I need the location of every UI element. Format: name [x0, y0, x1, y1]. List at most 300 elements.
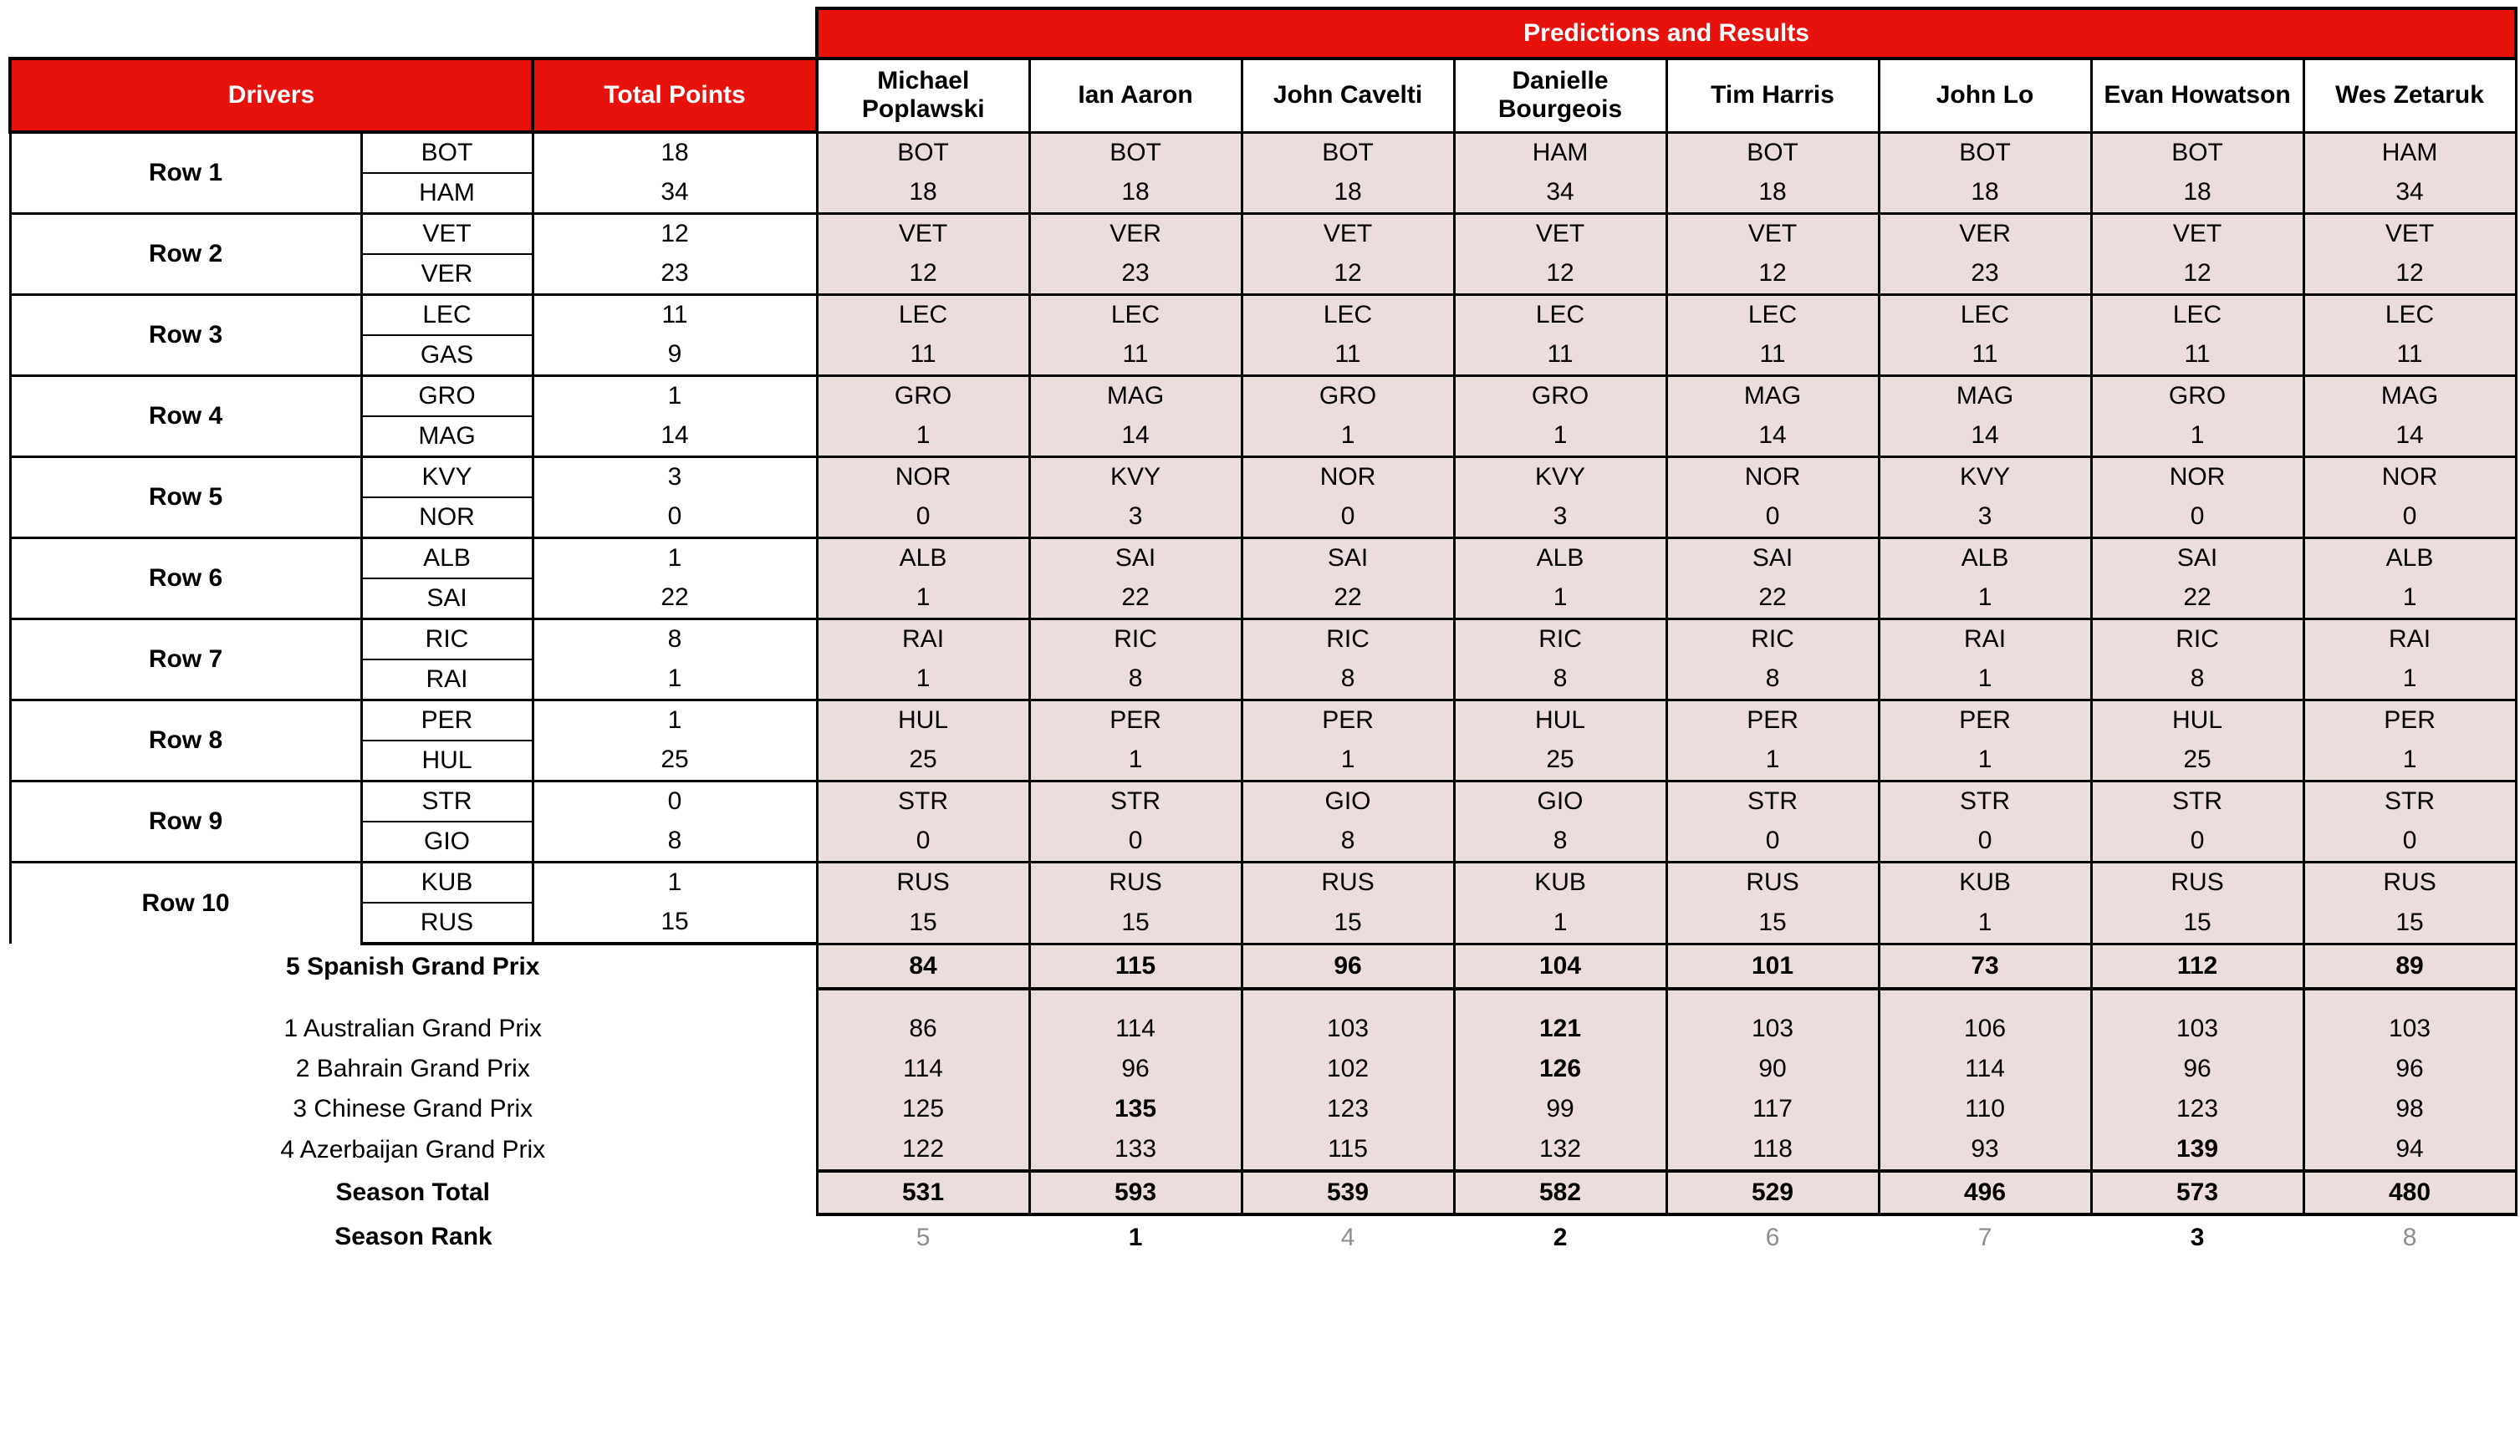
driver-code: VET [361, 214, 533, 255]
prediction-driver: LEC [1454, 295, 1666, 336]
prediction-driver: VER [1029, 214, 1242, 255]
driver-points: 25 [533, 741, 817, 781]
header-predictor-2: John Cavelti [1242, 59, 1454, 132]
prediction-driver: NOR [817, 457, 1029, 498]
prediction-points: 11 [1242, 335, 1454, 376]
prediction-points: 0 [2303, 822, 2516, 863]
row-label: Row 7 [10, 619, 361, 700]
current-race-score: 89 [2303, 944, 2516, 989]
past-race-row [10, 1089, 2516, 1129]
past-race-score: 96 [2091, 1049, 2303, 1089]
prediction-points: 14 [2303, 416, 2516, 457]
prediction-points: 8 [1454, 822, 1666, 863]
prediction-driver: PER [2303, 700, 2516, 741]
prediction-points: 22 [2091, 578, 2303, 619]
driver-code: NOR [361, 497, 533, 538]
past-race-score: 133 [1029, 1129, 1242, 1171]
past-race-score: 132 [1454, 1129, 1666, 1171]
season-total-score: 539 [1242, 1171, 1454, 1214]
driver-code: VER [361, 254, 533, 295]
prediction-points: 11 [1029, 335, 1242, 376]
current-race-score: 84 [817, 944, 1029, 989]
prediction-driver: GIO [1454, 781, 1666, 822]
current-race-score: 115 [1029, 944, 1242, 989]
table-row [10, 214, 2516, 255]
header-row [10, 59, 2516, 132]
prediction-driver: BOT [817, 132, 1029, 173]
season-total-score: 496 [1879, 1171, 2091, 1214]
prediction-driver: SAI [1666, 538, 1879, 579]
prediction-driver: MAG [1879, 376, 2091, 417]
prediction-points: 1 [1454, 903, 1666, 944]
prediction-driver: LEC [1029, 295, 1242, 336]
prediction-points: 1 [817, 578, 1029, 619]
driver-code: HUL [361, 741, 533, 781]
past-race-label: 3 Chinese Grand Prix [293, 1094, 533, 1123]
table-row [10, 781, 2516, 822]
prediction-points: 15 [2091, 903, 2303, 944]
past-race-label: 1 Australian Grand Prix [283, 1014, 542, 1042]
prediction-driver: NOR [1242, 457, 1454, 498]
table-row [10, 173, 2516, 214]
row-label: Row 4 [10, 376, 361, 457]
prediction-points: 8 [1454, 659, 1666, 700]
prediction-points: 22 [1029, 578, 1242, 619]
driver-points: 11 [533, 295, 817, 336]
prediction-points: 3 [1029, 497, 1242, 538]
prediction-points: 1 [1666, 741, 1879, 781]
prediction-points: 0 [1029, 822, 1242, 863]
prediction-points: 18 [1029, 173, 1242, 214]
prediction-driver: LEC [2091, 295, 2303, 336]
prediction-driver: LEC [1879, 295, 2091, 336]
table-row [10, 700, 2516, 741]
header-predictor-6: Evan Howatson [2091, 59, 2303, 132]
prediction-driver: RIC [2091, 619, 2303, 660]
prediction-points: 0 [2091, 497, 2303, 538]
prediction-driver: VET [817, 214, 1029, 255]
prediction-driver: MAG [1029, 376, 1242, 417]
season-rank-value: 7 [1977, 1223, 1992, 1251]
prediction-points: 23 [1879, 254, 2091, 295]
prediction-points: 1 [1242, 741, 1454, 781]
driver-code: GRO [361, 376, 533, 417]
banner-title: Predictions and Results [817, 8, 2516, 59]
prediction-driver: HUL [817, 700, 1029, 741]
past-race-score: 126 [1454, 1049, 1666, 1089]
prediction-driver: HUL [2091, 700, 2303, 741]
prediction-points: 1 [2303, 741, 2516, 781]
prediction-points: 8 [2091, 659, 2303, 700]
driver-points: 9 [533, 335, 817, 376]
prediction-points: 11 [2091, 335, 2303, 376]
prediction-driver: VET [1242, 214, 1454, 255]
current-race-score: 104 [1454, 944, 1666, 989]
table-row [10, 254, 2516, 295]
gap-cell [2303, 989, 2516, 1009]
driver-code: MAG [361, 416, 533, 457]
prediction-points: 1 [2303, 578, 2516, 619]
past-race-score: 125 [817, 1089, 1029, 1129]
driver-points: 8 [533, 822, 817, 863]
prediction-driver: HUL [1454, 700, 1666, 741]
past-race-score: 103 [1242, 1009, 1454, 1049]
prediction-points: 25 [2091, 741, 2303, 781]
past-race-score: 103 [2303, 1009, 2516, 1049]
past-race-score: 110 [1879, 1089, 2091, 1129]
driver-code: ALB [361, 538, 533, 579]
prediction-points: 1 [2091, 416, 2303, 457]
prediction-driver: STR [1666, 781, 1879, 822]
prediction-driver: RIC [1242, 619, 1454, 660]
prediction-points: 18 [1242, 173, 1454, 214]
row-label: Row 3 [10, 295, 361, 376]
prediction-driver: BOT [1666, 132, 1879, 173]
header-drivers: Drivers [10, 59, 533, 132]
header-predictor-3: Danielle Bourgeois [1454, 59, 1666, 132]
season-total-score: 531 [817, 1171, 1029, 1214]
gap-row [10, 989, 2516, 1009]
past-race-score: 102 [1242, 1049, 1454, 1089]
current-race-label: 5 Spanish Grand Prix [286, 952, 540, 980]
prediction-driver: NOR [2091, 457, 2303, 498]
past-race-score: 135 [1029, 1089, 1242, 1129]
driver-points: 23 [533, 254, 817, 295]
prediction-points: 8 [1242, 822, 1454, 863]
driver-code: RAI [361, 659, 533, 700]
prediction-points: 1 [817, 659, 1029, 700]
prediction-points: 25 [817, 741, 1029, 781]
season-total-score: 480 [2303, 1171, 2516, 1214]
prediction-driver: RAI [1879, 619, 2091, 660]
driver-code: HAM [361, 173, 533, 214]
prediction-driver: RUS [817, 863, 1029, 904]
prediction-points: 12 [1242, 254, 1454, 295]
prediction-points: 1 [1242, 416, 1454, 457]
past-race-score: 93 [1879, 1129, 2091, 1171]
prediction-driver: KVY [1029, 457, 1242, 498]
driver-points: 1 [533, 863, 817, 904]
prediction-driver: MAG [2303, 376, 2516, 417]
table-row [10, 376, 2516, 417]
row-label: Row 2 [10, 214, 361, 295]
header-predictor-7: Wes Zetaruk [2303, 59, 2516, 132]
past-race-score: 114 [1879, 1049, 2091, 1089]
table-row [10, 822, 2516, 863]
prediction-points: 1 [1879, 903, 2091, 944]
past-race-score: 94 [2303, 1129, 2516, 1171]
prediction-points: 15 [817, 903, 1029, 944]
past-race-label: 2 Bahrain Grand Prix [295, 1054, 530, 1082]
prediction-driver: LEC [817, 295, 1029, 336]
current-race-score: 112 [2091, 944, 2303, 989]
prediction-points: 3 [1879, 497, 2091, 538]
prediction-driver: STR [817, 781, 1029, 822]
prediction-driver: STR [2303, 781, 2516, 822]
prediction-driver: HAM [1454, 132, 1666, 173]
table-row [10, 538, 2516, 579]
driver-points: 34 [533, 173, 817, 214]
driver-code: BOT [361, 132, 533, 173]
prediction-driver: RUS [1242, 863, 1454, 904]
prediction-driver: GRO [1242, 376, 1454, 417]
past-race-score: 106 [1879, 1009, 2091, 1049]
past-race-row [10, 1129, 2516, 1171]
prediction-points: 22 [1666, 578, 1879, 619]
prediction-driver: GRO [2091, 376, 2303, 417]
driver-points: 1 [533, 376, 817, 417]
past-race-score: 96 [1029, 1049, 1242, 1089]
prediction-points: 34 [1454, 173, 1666, 214]
prediction-driver: RUS [1666, 863, 1879, 904]
row-label: Row 1 [10, 132, 361, 214]
prediction-points: 18 [817, 173, 1029, 214]
driver-code: SAI [361, 578, 533, 619]
season-rank-row [10, 1214, 2516, 1260]
prediction-driver: KUB [1879, 863, 2091, 904]
prediction-driver: ALB [2303, 538, 2516, 579]
header-total-points: Total Points [533, 59, 817, 132]
season-total-score: 582 [1454, 1171, 1666, 1214]
prediction-driver: BOT [1029, 132, 1242, 173]
driver-points: 3 [533, 457, 817, 498]
prediction-points: 0 [1242, 497, 1454, 538]
row-label: Row 6 [10, 538, 361, 619]
prediction-points: 15 [1029, 903, 1242, 944]
driver-points: 0 [533, 781, 817, 822]
prediction-driver: NOR [1666, 457, 1879, 498]
prediction-driver: RIC [1666, 619, 1879, 660]
prediction-points: 1 [1879, 659, 2091, 700]
prediction-driver: LEC [1242, 295, 1454, 336]
past-race-score: 122 [817, 1129, 1029, 1171]
season-total-score: 573 [2091, 1171, 2303, 1214]
prediction-driver: VET [2091, 214, 2303, 255]
gap-cell [1242, 989, 1454, 1009]
table-row [10, 741, 2516, 781]
driver-points: 1 [533, 700, 817, 741]
prediction-driver: GRO [1454, 376, 1666, 417]
prediction-driver: ALB [1879, 538, 2091, 579]
prediction-driver: PER [1666, 700, 1879, 741]
season-total-label: Season Total [335, 1178, 490, 1206]
prediction-driver: GRO [817, 376, 1029, 417]
past-race-score: 121 [1454, 1009, 1666, 1049]
prediction-driver: VER [1879, 214, 2091, 255]
row-label: Row 8 [10, 700, 361, 781]
prediction-driver: VET [1666, 214, 1879, 255]
season-total-row [10, 1171, 2516, 1214]
past-race-score: 86 [817, 1009, 1029, 1049]
prediction-points: 11 [1454, 335, 1666, 376]
driver-code: LEC [361, 295, 533, 336]
past-race-score: 115 [1242, 1129, 1454, 1171]
prediction-points: 1 [1879, 578, 2091, 619]
prediction-points: 0 [2091, 822, 2303, 863]
driver-points: 14 [533, 416, 817, 457]
prediction-points: 3 [1454, 497, 1666, 538]
prediction-points: 0 [817, 822, 1029, 863]
prediction-points: 1 [817, 416, 1029, 457]
past-race-score: 90 [1666, 1049, 1879, 1089]
table-row [10, 863, 2516, 904]
current-race-score: 73 [1879, 944, 2091, 989]
prediction-points: 18 [1666, 173, 1879, 214]
season-rank-value: 2 [1553, 1223, 1568, 1251]
prediction-points: 0 [2303, 497, 2516, 538]
current-race-row [10, 944, 2516, 989]
row-label: Row 5 [10, 457, 361, 538]
prediction-driver: SAI [2091, 538, 2303, 579]
table-row [10, 903, 2516, 944]
prediction-driver: STR [1029, 781, 1242, 822]
row-label: Row 10 [10, 863, 361, 944]
prediction-points: 12 [1666, 254, 1879, 295]
prediction-points: 11 [1666, 335, 1879, 376]
banner-spacer [10, 8, 817, 59]
banner-row [10, 8, 2516, 59]
prediction-driver: ALB [817, 538, 1029, 579]
past-race-score: 123 [1242, 1089, 1454, 1129]
season-rank-value: 8 [2402, 1223, 2417, 1251]
gap-cell [2091, 989, 2303, 1009]
driver-code: KVY [361, 457, 533, 498]
table-row [10, 619, 2516, 660]
header-predictor-1: Ian Aaron [1029, 59, 1242, 132]
prediction-points: 12 [2091, 254, 2303, 295]
prediction-driver: NOR [2303, 457, 2516, 498]
table-row [10, 497, 2516, 538]
prediction-points: 1 [1029, 741, 1242, 781]
header-predictor-4: Tim Harris [1666, 59, 1879, 132]
driver-code: RUS [361, 903, 533, 944]
prediction-driver: LEC [2303, 295, 2516, 336]
prediction-points: 15 [1666, 903, 1879, 944]
driver-points: 1 [533, 538, 817, 579]
table-row [10, 659, 2516, 700]
prediction-driver: KUB [1454, 863, 1666, 904]
table-row [10, 295, 2516, 336]
driver-points: 0 [533, 497, 817, 538]
prediction-driver: RUS [2303, 863, 2516, 904]
season-rank-value: 5 [916, 1223, 931, 1251]
row-label: Row 9 [10, 781, 361, 863]
prediction-points: 12 [817, 254, 1029, 295]
prediction-points: 1 [1879, 741, 2091, 781]
prediction-driver: BOT [2091, 132, 2303, 173]
current-race-score: 101 [1666, 944, 1879, 989]
driver-code: RIC [361, 619, 533, 660]
season-rank-value: 3 [2190, 1223, 2205, 1251]
driver-code: KUB [361, 863, 533, 904]
driver-code: PER [361, 700, 533, 741]
table-row [10, 578, 2516, 619]
prediction-driver: RUS [1029, 863, 1242, 904]
table-row [10, 335, 2516, 376]
past-race-row [10, 1009, 2516, 1049]
prediction-points: 15 [2303, 903, 2516, 944]
driver-points: 22 [533, 578, 817, 619]
season-total-score: 529 [1666, 1171, 1879, 1214]
gap-cell [1454, 989, 1666, 1009]
table-row [10, 416, 2516, 457]
prediction-driver: PER [1029, 700, 1242, 741]
past-race-score: 114 [817, 1049, 1029, 1089]
prediction-driver: MAG [1666, 376, 1879, 417]
prediction-points: 12 [1454, 254, 1666, 295]
prediction-points: 0 [1666, 822, 1879, 863]
prediction-driver: RIC [1029, 619, 1242, 660]
driver-points: 8 [533, 619, 817, 660]
prediction-points: 8 [1666, 659, 1879, 700]
prediction-driver: KVY [1454, 457, 1666, 498]
past-race-score: 114 [1029, 1009, 1242, 1049]
predictions-table [8, 7, 2517, 1260]
prediction-points: 0 [1666, 497, 1879, 538]
prediction-points: 12 [2303, 254, 2516, 295]
table-row [10, 457, 2516, 498]
prediction-driver: SAI [1242, 538, 1454, 579]
season-rank-label: Season Rank [334, 1222, 492, 1250]
prediction-driver: RAI [2303, 619, 2516, 660]
driver-points: 18 [533, 132, 817, 173]
prediction-points: 1 [2303, 659, 2516, 700]
past-race-label: 4 Azerbaijan Grand Prix [280, 1135, 546, 1163]
header-predictor-0: Michael Poplawski [817, 59, 1029, 132]
prediction-points: 11 [1879, 335, 2091, 376]
prediction-points: 14 [1666, 416, 1879, 457]
gap-spacer [10, 989, 817, 1009]
prediction-driver: VET [2303, 214, 2516, 255]
prediction-driver: HAM [2303, 132, 2516, 173]
prediction-points: 14 [1879, 416, 2091, 457]
past-race-score: 117 [1666, 1089, 1879, 1129]
prediction-points: 0 [1879, 822, 2091, 863]
past-race-score: 96 [2303, 1049, 2516, 1089]
driver-points: 1 [533, 659, 817, 700]
season-total-score: 593 [1029, 1171, 1242, 1214]
prediction-driver: RIC [1454, 619, 1666, 660]
gap-cell [1879, 989, 2091, 1009]
prediction-driver: BOT [1242, 132, 1454, 173]
prediction-points: 1 [1454, 416, 1666, 457]
past-race-score: 99 [1454, 1089, 1666, 1129]
past-race-score: 118 [1666, 1129, 1879, 1171]
prediction-points: 8 [1242, 659, 1454, 700]
prediction-points: 25 [1454, 741, 1666, 781]
prediction-points: 18 [2091, 173, 2303, 214]
prediction-driver: VET [1454, 214, 1666, 255]
prediction-driver: BOT [1879, 132, 2091, 173]
season-rank-value: 6 [1765, 1223, 1780, 1251]
prediction-driver: RUS [2091, 863, 2303, 904]
prediction-driver: GIO [1242, 781, 1454, 822]
prediction-points: 23 [1029, 254, 1242, 295]
current-race-score: 96 [1242, 944, 1454, 989]
past-race-score: 139 [2091, 1129, 2303, 1171]
prediction-points: 1 [1454, 578, 1666, 619]
driver-code: GAS [361, 335, 533, 376]
prediction-points: 14 [1029, 416, 1242, 457]
past-race-score: 103 [2091, 1009, 2303, 1049]
prediction-points: 11 [817, 335, 1029, 376]
season-rank-value: 1 [1128, 1223, 1143, 1251]
season-rank-value: 4 [1340, 1223, 1355, 1251]
driver-points: 15 [533, 903, 817, 944]
prediction-driver: ALB [1454, 538, 1666, 579]
prediction-driver: STR [1879, 781, 2091, 822]
prediction-points: 18 [1879, 173, 2091, 214]
